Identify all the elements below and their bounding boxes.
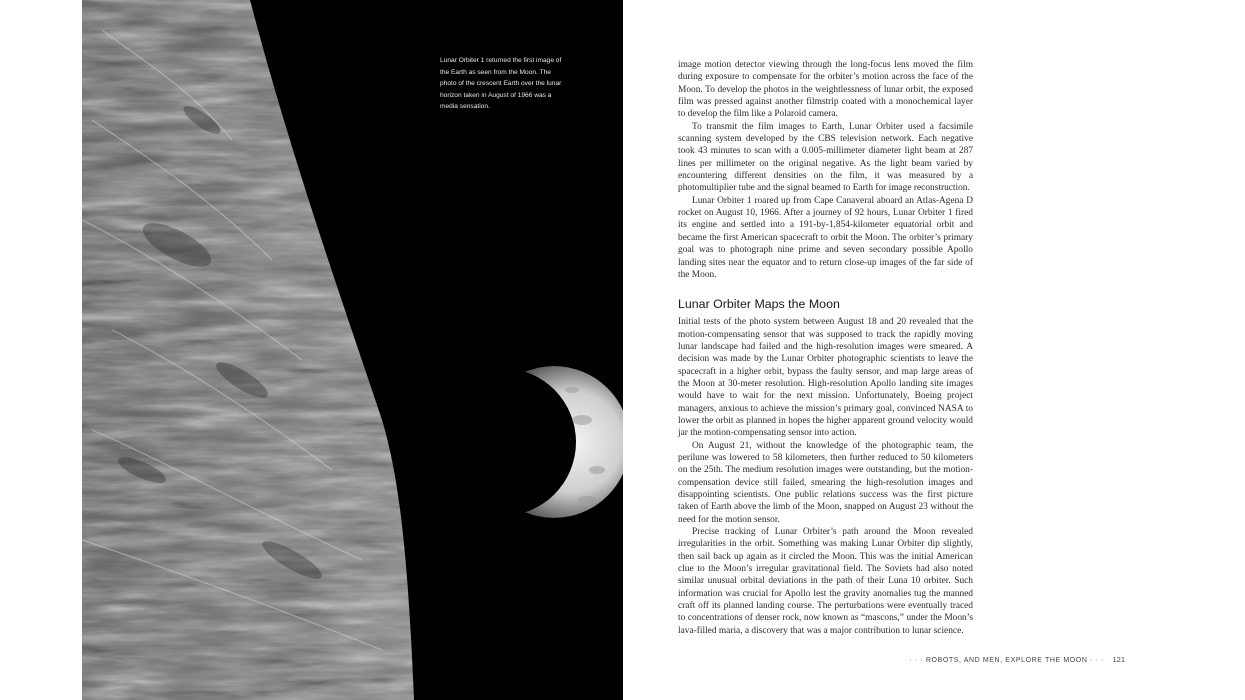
article-body	[678, 59, 973, 637]
paragraph: Precise tracking of Lunar Orbiter’s path around the Moon revealed irregularities in the orbit. Something was making Lunar Orbiter dip slightly, then sail back up again as it circled the Moon. This was the initial American clue to the Moon’s irregular gravitational field. The Soviets had also noted similar unusual orbital deviations in the path of their Luna 10 orbiter. Such information was crucial for Apollo lest the gravity anomalies tug the manned craft off its planned landing course. The perturbations were eventually traced to concentrations of denser rock, now known as “mascons,” under the Moon’s lava-filled maria, a discovery that was a major contribution to lunar science.	[678, 527, 973, 636]
page-number: 121	[1112, 655, 1125, 664]
paragraph: Initial tests of the photo system between August 18 and 20 revealed that the motion-compensating sensor that was supposed to track the rapidly moving lunar landscape had failed and the high-resolution images were smeared. A decision was made by the Lunar Orbiter photographic scientists to leave the spacecraft in a higher orbit, bypass the faulty sensor, and map large areas of the Moon at 30-meter resolution. High-resolution Apollo landing site images would have to wait for the next mission. Unfortunately, Boeing project managers, anxious to achieve the mission’s primary goal, convinced NASA to lower the orbit as planned in hopes the higher apparent ground velocity would jar the motion-compensating sensor into action.	[678, 317, 973, 439]
photo-caption: Lunar Orbiter 1 returned the first image of the Earth as seen from the Moon. The photo of the crescent Earth over the lunar horizon taken in August of 1966 was a media sensation.	[440, 57, 562, 111]
paragraph: On August 21, without the knowledge of the photographic team, the perilune was lowered to 58 kilometers, then further reduced to 50 kilometers on the 25th. The medium resolution images were outstanding, but the motion-compensation device still failed, smearing the high-resolution images and disappointing scientists. One public relations success was the first picture taken of Earth above the limb of the Moon, snapped on August 23 without the need for the motion sensor.	[678, 440, 973, 525]
page-footer	[909, 655, 1125, 664]
running-head: · · · ROBOTS, AND MEN, EXPLORE THE MOON · · ·	[909, 657, 1104, 664]
paragraph: To transmit the film images to Earth, Lunar Orbiter used a facsimile scanning system developed by the CBS television network. Each negative took 43 minutes to scan with a 0.005-millimeter diameter light beam at 287 lines per millimeter on the original negative. As the light beam varied by encountering different densities on the film, it was measured by a photomultiplier tube and the signal beamed to Earth for image reconstruction.	[678, 121, 973, 194]
paragraph: Lunar Orbiter 1 roared up from Cape Canaveral aboard an Atlas-Agena D rocket on August 10, 1966. After a journey of 92 hours, Lunar Orbiter 1 fired its engine and settled into a 191-by-1,854-kilometer equatorial orbit and became the first American spacecraft to orbit the Moon. The orbiter’s primary goal was to photograph nine prime and seven secondary possible Apollo landing sites near the equator and to return close-up images of the far side of the Moon.	[678, 195, 973, 280]
section-heading: Lunar Orbiter Maps the Moon	[678, 297, 840, 312]
paragraph: image motion detector viewing through the long-focus lens moved the film during exposure to compensate for the orbiter’s motion across the face of the Moon. To develop the photos in the weightlessness of lunar orbit, the exposed film was pressed against another filmstrip coated with a monochemical layer to develop the film like a Polaroid camera.	[678, 60, 973, 120]
earthrise-photo	[82, 0, 623, 700]
